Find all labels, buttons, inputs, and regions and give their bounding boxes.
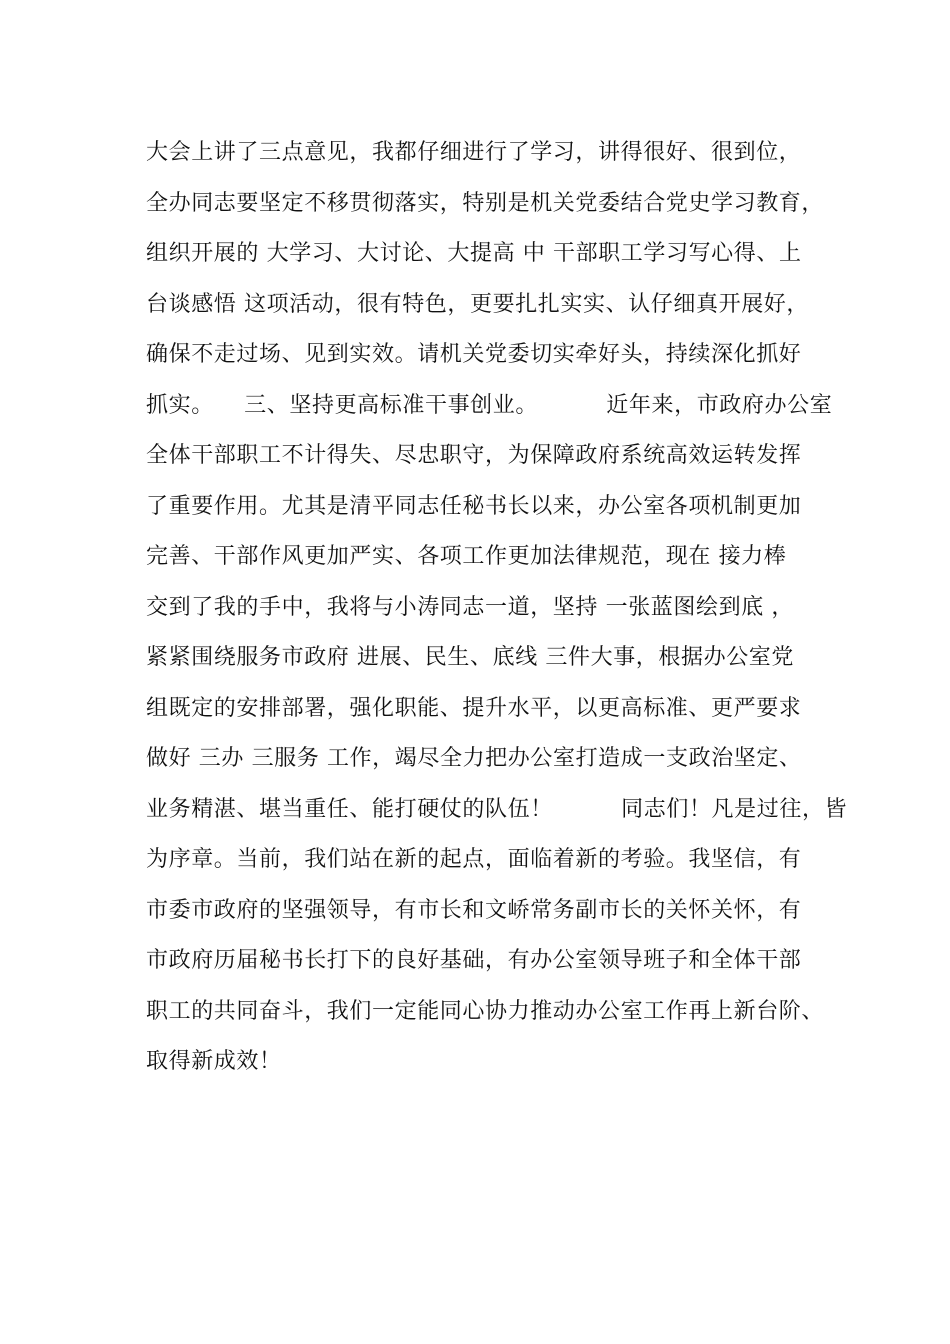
text-line: 市委市政府的坚强领导，有市长和文峤常务副市长的关怀关怀，有 (146, 897, 802, 923)
text-line: 市政府历届秘书长打下的良好基础，有办公室领导班子和全体干部 (146, 948, 802, 973)
text-line: 抓实。 三、坚持更高标准干事创业。 近年来，市政府办公室 (146, 392, 833, 418)
text-line: 交到了我的手中，我将与小涛同志一道，坚持 一张蓝图绘到底 ， (146, 594, 794, 620)
text-line: 取得新成效！ (146, 1049, 282, 1074)
text-line: 了重要作用。尤其是清平同志任秘书长以来，办公室各项机制更加 (146, 493, 802, 519)
text-line: 确保不走过场、见到实效。请机关党委切实牵好头，持续深化抓好 (146, 342, 802, 367)
text-line: 组织开展的 大学习、大讨论、大提高 中 干部职工学习写心得、上 (146, 241, 802, 266)
text-line: 大会上讲了三点意见，我都仔细进行了学习，讲得很好、很到位， (146, 140, 802, 165)
text-line: 完善、干部作风更加严实、各项工作更加法律规范，现在 接力棒 (146, 544, 787, 569)
text-line: 为序章。当前，我们站在新的起点，面临着新的考验。我坚信，有 (146, 847, 802, 872)
text-line: 组既定的安排部署，强化职能、提升水平，以更高标准、更严要求 (146, 695, 802, 721)
text-line: 全体干部职工不计得失、尽忠职守，为保障政府系统高效运转发挥 (146, 443, 802, 468)
text-line: 全办同志要坚定不移贯彻落实，特别是机关党委结合党史学习教育， (146, 190, 825, 216)
text-line: 职工的共同奋斗，我们一定能同心协力推动办公室工作再上新台阶、 (146, 998, 825, 1024)
text-line: 做好 三办 三服务 工作，竭尽全力把办公室打造成一支政治坚定、 (146, 746, 802, 771)
text-line: 紧紧围绕服务市政府 进展、民生、底线 三件大事，根据办公室党 (146, 645, 794, 670)
text-line: 业务精湛、堪当重任、能打硬仗的队伍！ 同志们！凡是过往，皆 (146, 796, 848, 822)
body-text (146, 128, 848, 1088)
text-line: 台谈感悟 这项活动，很有特色，更要扎扎实实、认仔细真开展好， (146, 291, 809, 317)
